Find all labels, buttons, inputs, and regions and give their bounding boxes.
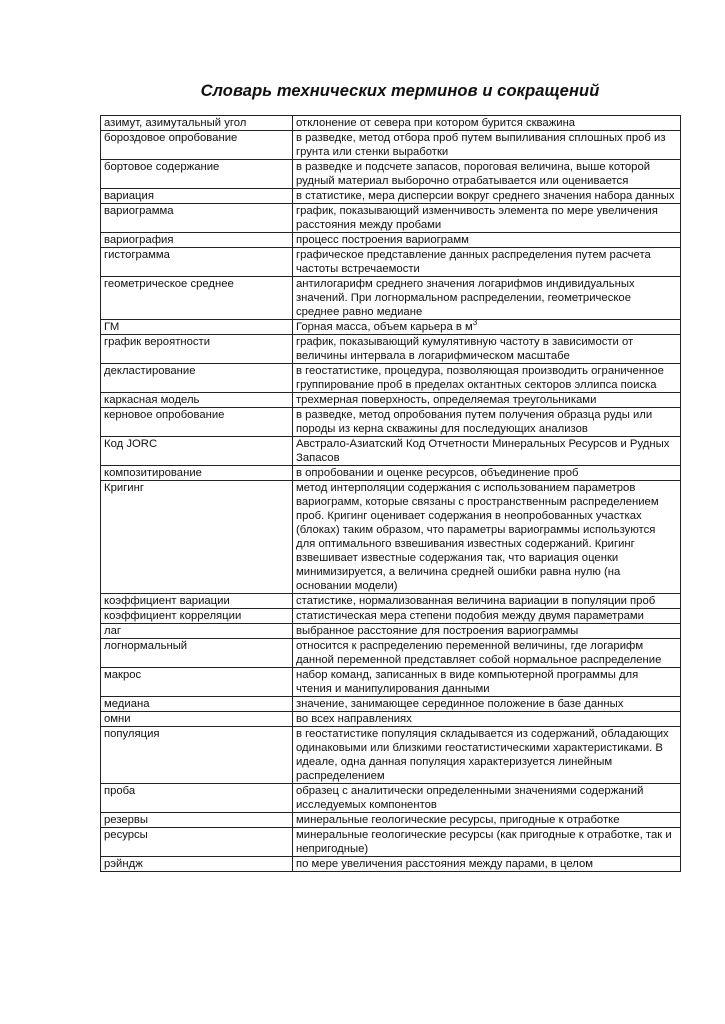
term-cell: Код JORC	[101, 437, 293, 466]
definition-text: в геостатистике, процедура, позволяющая производить ограниченное группирование проб в пределах октантных секторов эллипса поиска	[296, 365, 664, 391]
table-row	[101, 320, 681, 335]
definition-cell	[293, 697, 681, 712]
definition-text: график, показывающий изменчивость элемента по мере увеличения расстояния между пробами	[296, 205, 658, 231]
term-cell: коэффициент корреляции	[101, 609, 293, 624]
table-row	[101, 828, 681, 857]
term-cell: каркасная модель	[101, 393, 293, 408]
term-cell: вариация	[101, 189, 293, 204]
glossary-body	[101, 116, 681, 872]
definition-text: по мере увеличения расстояния между парами, в целом	[296, 858, 594, 870]
table-row	[101, 594, 681, 609]
definition-text: график, показывающий кумулятивную частоту в зависимости от величины интервала в логарифмическом масштабе	[296, 336, 634, 362]
term-cell: вариография	[101, 233, 293, 248]
term-cell: вариограмма	[101, 204, 293, 233]
definition-text: метод интерполяции содержания с использованием параметров вариограмм, которые связаны с пространственным распределением проб. Кригинг оценивает содержания в неопробованных участках (блоках) таким образом, что параметры вариограммы используются для оптимального взвешивания известных содержаний. Кригинг взвешивает известные содержания так, что вариация оценки минимизируется, а величина средней ошибки равна нулю (на основании модели)	[296, 482, 659, 592]
definition-cell	[293, 466, 681, 481]
definition-cell	[293, 248, 681, 277]
definition-cell	[293, 481, 681, 594]
table-row	[101, 784, 681, 813]
table-row	[101, 131, 681, 160]
definition-text: графическое представление данных распределения путем расчета частоты встречаемости	[296, 249, 651, 275]
definition-text: во всех направлениях	[296, 713, 412, 725]
definition-cell	[293, 784, 681, 813]
term-cell: омни	[101, 712, 293, 727]
definition-cell	[293, 828, 681, 857]
table-row	[101, 393, 681, 408]
definition-cell	[293, 116, 681, 131]
definition-cell	[293, 233, 681, 248]
definition-text: Горная масса, объем карьера в м	[296, 321, 473, 333]
definition-cell	[293, 813, 681, 828]
term-cell: композитирование	[101, 466, 293, 481]
definition-cell	[293, 204, 681, 233]
table-row	[101, 160, 681, 189]
definition-text: в статистике, мера дисперсии вокруг среднего значения набора данных	[296, 190, 675, 202]
definition-text: образец с аналитически определенными значениями содержаний исследуемых компонентов	[296, 785, 644, 811]
term-cell: керновое опробование	[101, 408, 293, 437]
term-cell: логнормальный	[101, 639, 293, 668]
definition-text: минеральные геологические ресурсы, пригодные к отработке	[296, 814, 620, 826]
definition-cell	[293, 594, 681, 609]
table-row	[101, 727, 681, 784]
table-row	[101, 712, 681, 727]
term-cell: проба	[101, 784, 293, 813]
table-row	[101, 813, 681, 828]
table-row	[101, 609, 681, 624]
definition-text: в разведке, метод опробования путем получения образца руды или породы из керна скважины для последующих анализов	[296, 409, 653, 435]
table-row	[101, 437, 681, 466]
definition-cell	[293, 727, 681, 784]
table-row	[101, 408, 681, 437]
definition-cell	[293, 668, 681, 697]
term-cell: ресурсы	[101, 828, 293, 857]
definition-cell	[293, 364, 681, 393]
definition-text: статистике, нормализованная величина вариации в популяции проб	[296, 595, 656, 607]
definition-cell	[293, 189, 681, 204]
definition-cell	[293, 712, 681, 727]
definition-text: минеральные геологические ресурсы (как пригодные к отработке, так и непригодные)	[296, 829, 672, 855]
term-cell: геометрическое среднее	[101, 277, 293, 320]
definition-text: выбранное расстояние для построения вариограммы	[296, 625, 579, 637]
definition-text: набор команд, записанных в виде компьютерной программы для чтения и манипулирования данными	[296, 669, 639, 695]
term-cell: макрос	[101, 668, 293, 697]
term-cell: азимут, азимутальный угол	[101, 116, 293, 131]
definition-text: отклонение от севера при котором бурится скважина	[296, 117, 576, 129]
definition-text: в опробовании и оценке ресурсов, объединение проб	[296, 467, 579, 479]
table-row	[101, 189, 681, 204]
table-row	[101, 639, 681, 668]
glossary-table	[100, 115, 681, 872]
term-cell: Кригинг	[101, 481, 293, 594]
term-cell: бороздовое опробование	[101, 131, 293, 160]
definition-text: трехмерная поверхность, определяемая треугольниками	[296, 394, 597, 406]
table-row	[101, 204, 681, 233]
table-row	[101, 668, 681, 697]
definition-cell	[293, 131, 681, 160]
term-cell: резервы	[101, 813, 293, 828]
table-row	[101, 364, 681, 393]
definition-cell	[293, 624, 681, 639]
definition-text: значение, занимающее серединное положение в базе данных	[296, 698, 624, 710]
definition-cell	[293, 160, 681, 189]
definition-text: антилогарифм среднего значения логарифмов индивидуальных значений. При логнормальном распределении, геометрическое среднее равно медиане	[296, 278, 635, 318]
table-row	[101, 697, 681, 712]
definition-cell	[293, 437, 681, 466]
term-cell: бортовое содержание	[101, 160, 293, 189]
term-cell: коэффициент вариации	[101, 594, 293, 609]
term-cell: декластирование	[101, 364, 293, 393]
definition-cell	[293, 639, 681, 668]
definition-text: относится к распределению переменной величины, где логарифм данной переменной представляет собой нормальное распределение	[296, 640, 662, 666]
definition-cell	[293, 408, 681, 437]
term-cell: график вероятности	[101, 335, 293, 364]
term-cell: рэйндж	[101, 857, 293, 872]
table-row	[101, 335, 681, 364]
definition-text: Австрало-Азиатский Код Отчетности Минеральных Ресурсов и Рудных Запасов	[296, 438, 670, 464]
definition-cell	[293, 277, 681, 320]
table-row	[101, 624, 681, 639]
definition-cell	[293, 857, 681, 872]
table-row	[101, 248, 681, 277]
term-cell: гистограмма	[101, 248, 293, 277]
definition-cell	[293, 393, 681, 408]
table-row	[101, 857, 681, 872]
term-cell: лаг	[101, 624, 293, 639]
table-row	[101, 466, 681, 481]
definition-text: в разведке и подсчете запасов, пороговая величина, выше которой рудный материал выборочно отрабатывается или оценивается	[296, 161, 651, 187]
term-cell: ГМ	[101, 320, 293, 335]
table-row	[101, 277, 681, 320]
table-row	[101, 481, 681, 594]
table-row	[101, 233, 681, 248]
table-row	[101, 116, 681, 131]
definition-text: в геостатистике популяция складывается из содержаний, обладающих одинаковыми или близкими геостатистическими характеристиками. В идеале, одна данная популяция характеризуется линейным распределением	[296, 728, 669, 782]
definition-text: процесс построения вариограмм	[296, 234, 469, 246]
definition-text: в разведке, метод отбора проб путем выпиливания сплошных проб из грунта или стенки выработки	[296, 132, 666, 158]
page-title: Словарь технических терминов и сокращений	[200, 82, 600, 100]
term-cell: медиана	[101, 697, 293, 712]
definition-text: статистическая мера степени подобия между двумя параметрами	[296, 610, 644, 622]
definition-cell	[293, 609, 681, 624]
superscript: 3	[472, 319, 478, 328]
definition-cell	[293, 320, 681, 335]
term-cell: популяция	[101, 727, 293, 784]
definition-cell	[293, 335, 681, 364]
